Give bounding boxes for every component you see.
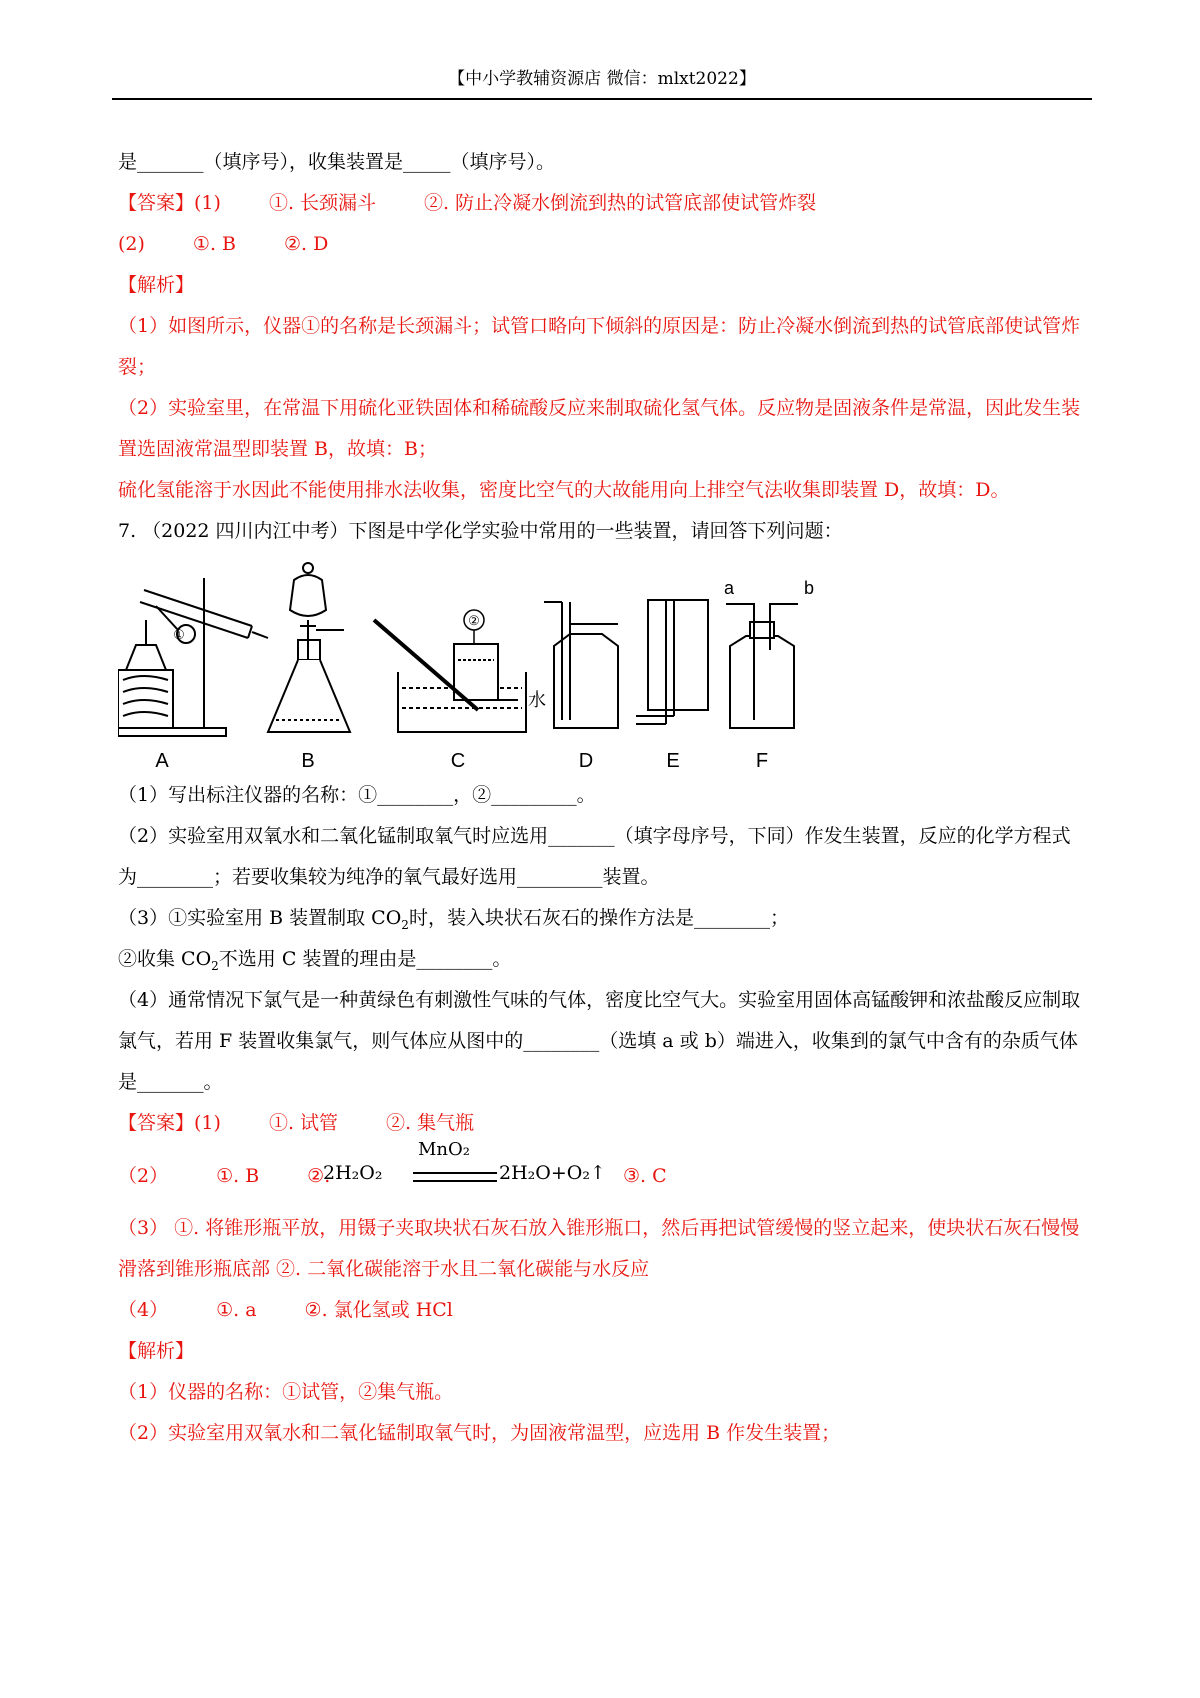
label-b: B	[301, 750, 315, 772]
apparatus-c	[374, 620, 526, 732]
analysis-label: 【解析】	[118, 1340, 195, 1362]
label-d: D	[578, 750, 594, 772]
q7-answer-3: （3） ①. 将锥形瓶平放，用镊子夹取块状石灰石放入锥形瓶口，然后再把试管缓慢的竖立起来，使块状石灰石慢慢滑落到锥形瓶底部 ②. 二氧化碳能溶于水且二氧化碳能与水反应	[118, 1217, 1080, 1280]
answer-label: 【答案】	[118, 192, 195, 214]
label-c: C	[450, 750, 466, 772]
apparatus-f	[726, 604, 798, 728]
equation-catalyst: MnO₂	[418, 1139, 470, 1160]
prev-question-tail: 是_______（填序号），收集装置是_____（填序号）。	[118, 151, 556, 173]
label-port-b: b	[804, 578, 815, 598]
document-body	[118, 142, 1086, 1454]
prev-analysis-1: （1）如图所示，仪器①的名称是长颈漏斗；试管口略向下倾斜的原因是：防止冷凝水倒流到热的试管底部使试管炸裂；	[118, 315, 1081, 378]
label-a: A	[155, 750, 169, 772]
q7-part-2: （2）实验室用双氧水和二氧化锰制取氧气时应选用_______（填字母序号，下同）作发生装置，反应的化学方程式为________；若要收集较为纯净的氧气最好选用_________装置。	[118, 825, 1071, 888]
q7-part-4: （4）通常情况下氯气是一种黄绿色有刺激性气味的气体，密度比空气大。实验室用固体高锰酸钾和浓盐酸反应制取氯气，若用 F 装置收集氯气，则气体应从图中的________（选填 a 或 b）端进入，收集到的氯气中含有的杂质气体是_______。	[118, 989, 1081, 1093]
apparatus-figure	[118, 560, 1086, 775]
equation-products: 2H₂O+O₂↑	[499, 1162, 606, 1184]
apparatus-diagram	[118, 560, 878, 775]
label-e: E	[666, 750, 680, 772]
answer-label: 【答案】	[118, 1112, 195, 1134]
equation-equals	[413, 1172, 497, 1182]
label-f: F	[755, 750, 769, 772]
q7-part-3b: ②收集 $CO_2$不选用 C 装置的理由是________。	[118, 948, 512, 973]
label-water: 水	[528, 690, 546, 710]
prev-analysis-2: （2）实验室里，在常温下用硫化亚铁固体和稀硫酸反应来制取硫化氢气体。反应物是固液条件是常温，因此发生装置选固液常温型即装置 B，故填：B；	[118, 397, 1081, 460]
analysis-2: （2）实验室用双氧水和二氧化锰制取氧气时，为固液常温型，应选用 B 作发生装置；	[118, 1422, 841, 1444]
label-port-a: a	[724, 578, 735, 598]
label-mark-2: ②	[468, 613, 480, 628]
apparatus-a	[118, 578, 268, 736]
prev-analysis-label: 【解析】	[118, 274, 195, 296]
apparatus-d	[544, 602, 618, 728]
header-title: 【中小学教辅资源店 微信：mlxt2022】	[448, 69, 756, 89]
page-header	[112, 62, 1092, 100]
q7-answer-4: （4） ①. a ②. 氯化氢或 HCl	[118, 1299, 453, 1321]
question-7-stem: 7. （2022 四川内江中考）下图是中学化学实验中常用的一些装置，请回答下列问题：	[118, 520, 843, 542]
q7-part-3a: （3）①实验室用 B 装置制取 $CO_2$时，装入块状石灰石的操作方法是________；	[118, 907, 789, 932]
q7-answer-1: 【答案】(1) ①. 试管 ②. 集气瓶	[118, 1112, 475, 1134]
prev-analysis-3: 硫化氢能溶于水因此不能使用排水法收集，密度比空气的大故能用向上排空气法收集即装置 D，故填：D。	[118, 479, 1010, 501]
label-mark-1: ①	[173, 627, 185, 642]
prev-answer-1: 【答案】(1) ①. 长颈漏斗 ②. 防止冷凝水倒流到热的试管底部使试管炸裂	[118, 192, 817, 214]
q7-answer-2: （2） ①. B ②. 2H₂O₂ MnO₂ 2H₂O+O₂↑ ③. C	[118, 1144, 1086, 1208]
analysis-1: （1）仪器的名称：①试管，②集气瓶。	[118, 1381, 454, 1403]
q7-part-1: （1）写出标注仪器的名称：①________，②_________。	[118, 784, 596, 806]
prev-answer-2: (2) ①. B ②. D	[118, 233, 329, 255]
apparatus-b	[268, 563, 350, 732]
equation-reactant: 2H₂O₂	[323, 1162, 383, 1184]
apparatus-e	[636, 600, 708, 724]
